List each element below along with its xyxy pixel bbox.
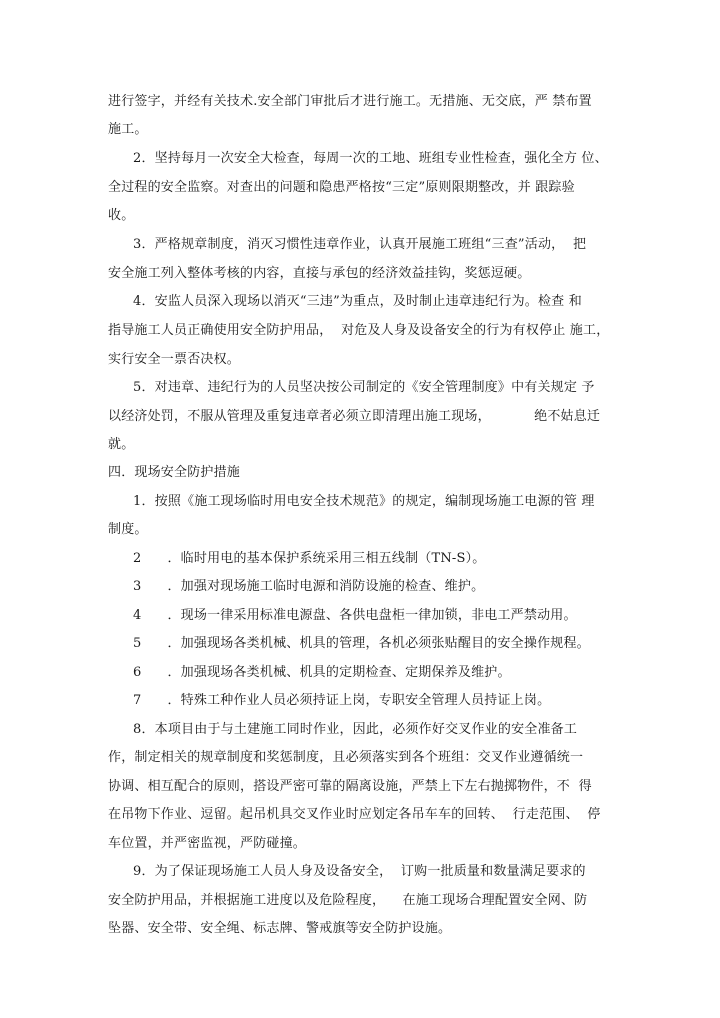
text-line: 以经济处罚，不服从管理及重复违章者必须立即清理出施工现场， 绝不姑息迁 bbox=[108, 409, 601, 424]
text-line: 安全施工列入整体考核的内容，直接与承包的经济效益挂钩，奖惩逗硬。 bbox=[108, 266, 531, 281]
text-line: 7 ．特殊工种作业人员必须持证上岗，专职安全管理人员持证上岗。 bbox=[133, 693, 551, 708]
text-line: 收。 bbox=[108, 208, 135, 223]
text-line: 协调、相互配合的原则，搭设严密可靠的隔离设施，严禁上下左右抛掷物件，不 得 bbox=[108, 779, 592, 794]
text-line: 3 ．加强对现场施工临时电源和消防设施的检查、维护。 bbox=[133, 579, 485, 594]
text-line: 6 ．加强现场各类机械、机具的定期检查、定期保养及维护。 bbox=[133, 665, 511, 680]
text-line: 车位置，并严密监视，严防碰撞。 bbox=[108, 836, 307, 851]
text-line: 3．严格规章制度，消灭习惯性违章作业，认真开展施工班组“三查”活动， 把 bbox=[133, 237, 587, 252]
text-line: 2 ．临时用电的基本保护系统采用三相五线制（TN-S）。 bbox=[133, 551, 486, 566]
text-line: 进行签字，并经有关技术.安全部门审批后才进行施工。无措施、无交底，严 禁布置 bbox=[108, 94, 592, 109]
text-line: 就。 bbox=[108, 437, 135, 452]
text-line: 8．本项目由于与土建施工同时作业，因此，必须作好交叉作业的安全准备工 bbox=[133, 722, 578, 737]
text-line: 4 ．现场一律采用标准电源盘、各供电盘柜一律加锁，非电工严禁动用。 bbox=[133, 608, 577, 623]
text-line: 指导施工人员正确使用安全防护用品， 对危及人身及设备安全的行为有权停止 施工， bbox=[108, 323, 610, 338]
text-line: 4．安监人员深入现场以消灭“三违”为重点，及时制止违章违纪行为。检查 和 bbox=[133, 294, 582, 309]
text-line: 5 ．加强现场各类机械、机具的管理，各机必须张贴醒目的安全操作规程。 bbox=[133, 636, 590, 651]
text-line: 施工。 bbox=[108, 122, 148, 137]
text-line: 2．坚持每月一次安全大检查，每周一次的工地、班组专业性检查，强化全方 位、 bbox=[133, 151, 608, 166]
section-heading: 四．现场安全防护措施 bbox=[108, 465, 241, 480]
text-line: 全过程的安全监察。对查出的问题和隐患严格按“三定”原则限期整改，并 跟踪验 bbox=[108, 180, 575, 195]
text-line: 在吊物下作业、逗留。起吊机具交叉作业时应划定各吊车车的回转、 行走范围、 停 bbox=[108, 807, 601, 822]
text-line: 制度。 bbox=[108, 522, 148, 537]
text-line: 实行安全一票否决权。 bbox=[108, 352, 241, 367]
text-line: 9．为了保证现场施工人员人身及设备安全， 订购一批质量和数量满足要求的 bbox=[133, 864, 586, 879]
text-line: 1．按照《施工现场临时用电安全技术规范》的规定，编制现场施工电源的管 理 bbox=[133, 494, 595, 509]
text-line: 坠器、安全带、安全绳、标志牌、警戒旗等安全防护设施。 bbox=[108, 921, 452, 936]
text-line: 作，制定相关的规章制度和奖惩制度，且必须落实到各个班组：交叉作业遵循统一 bbox=[108, 750, 584, 765]
text-line: 安全防护用品，并根据施工进度以及危险程度， 在施工现场合理配置安全网、防 bbox=[108, 893, 588, 908]
text-line: 5．对违章、违纪行为的人员坚决按公司制定的《安全管理制度》中有关规定 予 bbox=[133, 380, 595, 395]
